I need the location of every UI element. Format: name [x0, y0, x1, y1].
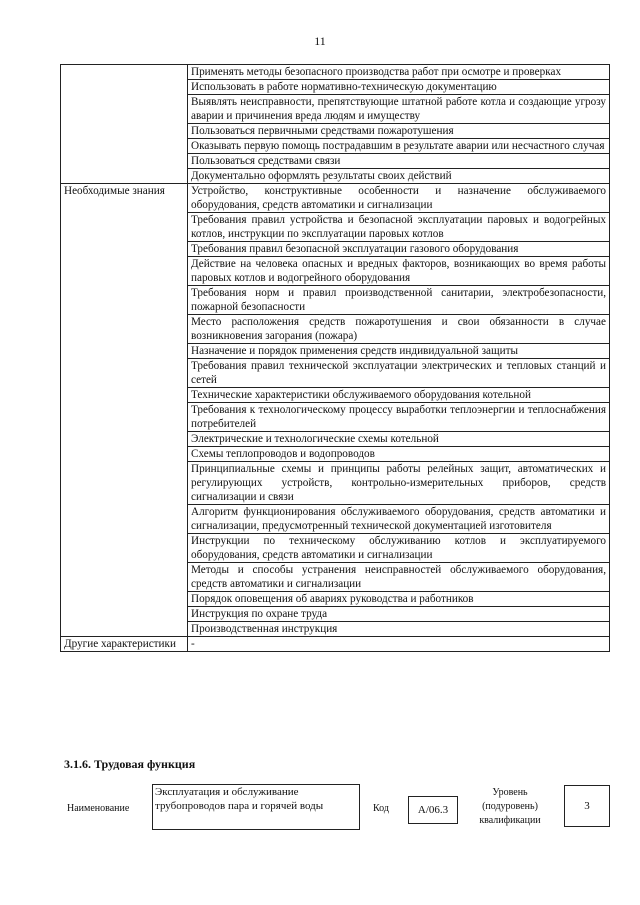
function-name-box: [152, 784, 360, 830]
skills-label-cell: [61, 65, 188, 184]
knowledge-item: Место расположения средств пожаротушения и свои обязанности в случае возникновения загорания (пожара): [188, 315, 610, 344]
other-characteristics-label: Другие характеристики: [61, 637, 188, 652]
knowledge-item: Требования норм и правил производственной санитарии, электробезопасности, пожарной безопасности: [188, 286, 610, 315]
knowledge-item: Действие на человека опасных и вредных факторов, возникающих во время работы паровых котлов и водогрейного оборудования: [188, 257, 610, 286]
page-number: 11: [314, 34, 326, 48]
knowledge-item: Требования правил безопасной эксплуатации газового оборудования: [188, 242, 610, 257]
name-label: Наименование: [67, 803, 130, 814]
knowledge-item: Электрические и технологические схемы котельной: [188, 432, 610, 447]
knowledge-item: Назначение и порядок применения средств индивидуальной защиты: [188, 344, 610, 359]
section-heading: 3.1.6. Трудовая функция: [64, 757, 196, 771]
knowledge-item: Схемы теплопроводов и водопроводов: [188, 447, 610, 462]
labor-function-table: [60, 64, 610, 652]
knowledge-item: Требования к технологическому процессу выработки теплоэнергии и теплоснабжения потребителей: [188, 403, 610, 432]
knowledge-item: Технические характеристики обслуживаемого оборудования котельной: [188, 388, 610, 403]
knowledge-item: Порядок оповещения об авариях руководства и работников: [188, 592, 610, 607]
table-row: [61, 184, 610, 213]
code-box: [408, 796, 458, 824]
function-name-value: Эксплуатация и обслуживание трубопроводов пара и горячей воды: [155, 786, 324, 812]
knowledge-item: Принципиальные схемы и принципы работы релейных защит, автоматических и регулирующих устройств, контрольно-измерительных приборов, средств сигнализации и связи: [188, 462, 610, 505]
skill-item: Применять методы безопасного производства работ при осмотре и проверках: [188, 65, 610, 80]
level-label: Уровень (подуровень) квалификации: [479, 787, 541, 826]
knowledge-item: Производственная инструкция: [188, 622, 610, 637]
code-value: A/06.3: [417, 804, 449, 816]
skill-item: Пользоваться средствами связи: [188, 154, 610, 169]
skill-item: Выявлять неисправности, препятствующие штатной работе котла и создающие угрозу аварии и причинения вреда людям и имуществу: [188, 95, 610, 124]
knowledge-item: Инструкции по техническому обслуживанию котлов и эксплуатируемого оборудования, средств автоматики и сигнализации: [188, 534, 610, 563]
knowledge-item: Инструкция по охране труда: [188, 607, 610, 622]
level-box: [564, 785, 610, 827]
knowledge-item: Методы и способы устранения неисправностей обслуживаемого оборудования, средств автоматики и сигнализации: [188, 563, 610, 592]
table-row: [61, 637, 610, 652]
skill-item: Использовать в работе нормативно-техническую документацию: [188, 80, 610, 95]
skill-item: Пользоваться первичными средствами пожаротушения: [188, 124, 610, 139]
skill-item: Оказывать первую помощь пострадавшим в результате аварии или несчастного случая: [188, 139, 610, 154]
knowledge-item: Требования правил устройства и безопасной эксплуатации паровых и водогрейных котлов, инструкции по эксплуатации паровых котлов: [188, 213, 610, 242]
knowledge-item: Устройство, конструктивные особенности и назначение обслуживаемого оборудования, средств автоматики и сигнализации: [188, 184, 610, 213]
code-label: Код: [373, 803, 389, 814]
knowledge-item: Алгоритм функционирования обслуживаемого оборудования, средств автоматики и сигнализации, предусмотренный технической документацией изготовителя: [188, 505, 610, 534]
knowledge-label: Необходимые знания: [61, 184, 188, 637]
level-value: 3: [584, 800, 590, 812]
other-characteristics-value: -: [188, 637, 610, 652]
table-row: [61, 65, 610, 80]
knowledge-item: Требования правил технической эксплуатации электрических и тепловых станций и сетей: [188, 359, 610, 388]
skill-item: Документально оформлять результаты своих действий: [188, 169, 610, 184]
